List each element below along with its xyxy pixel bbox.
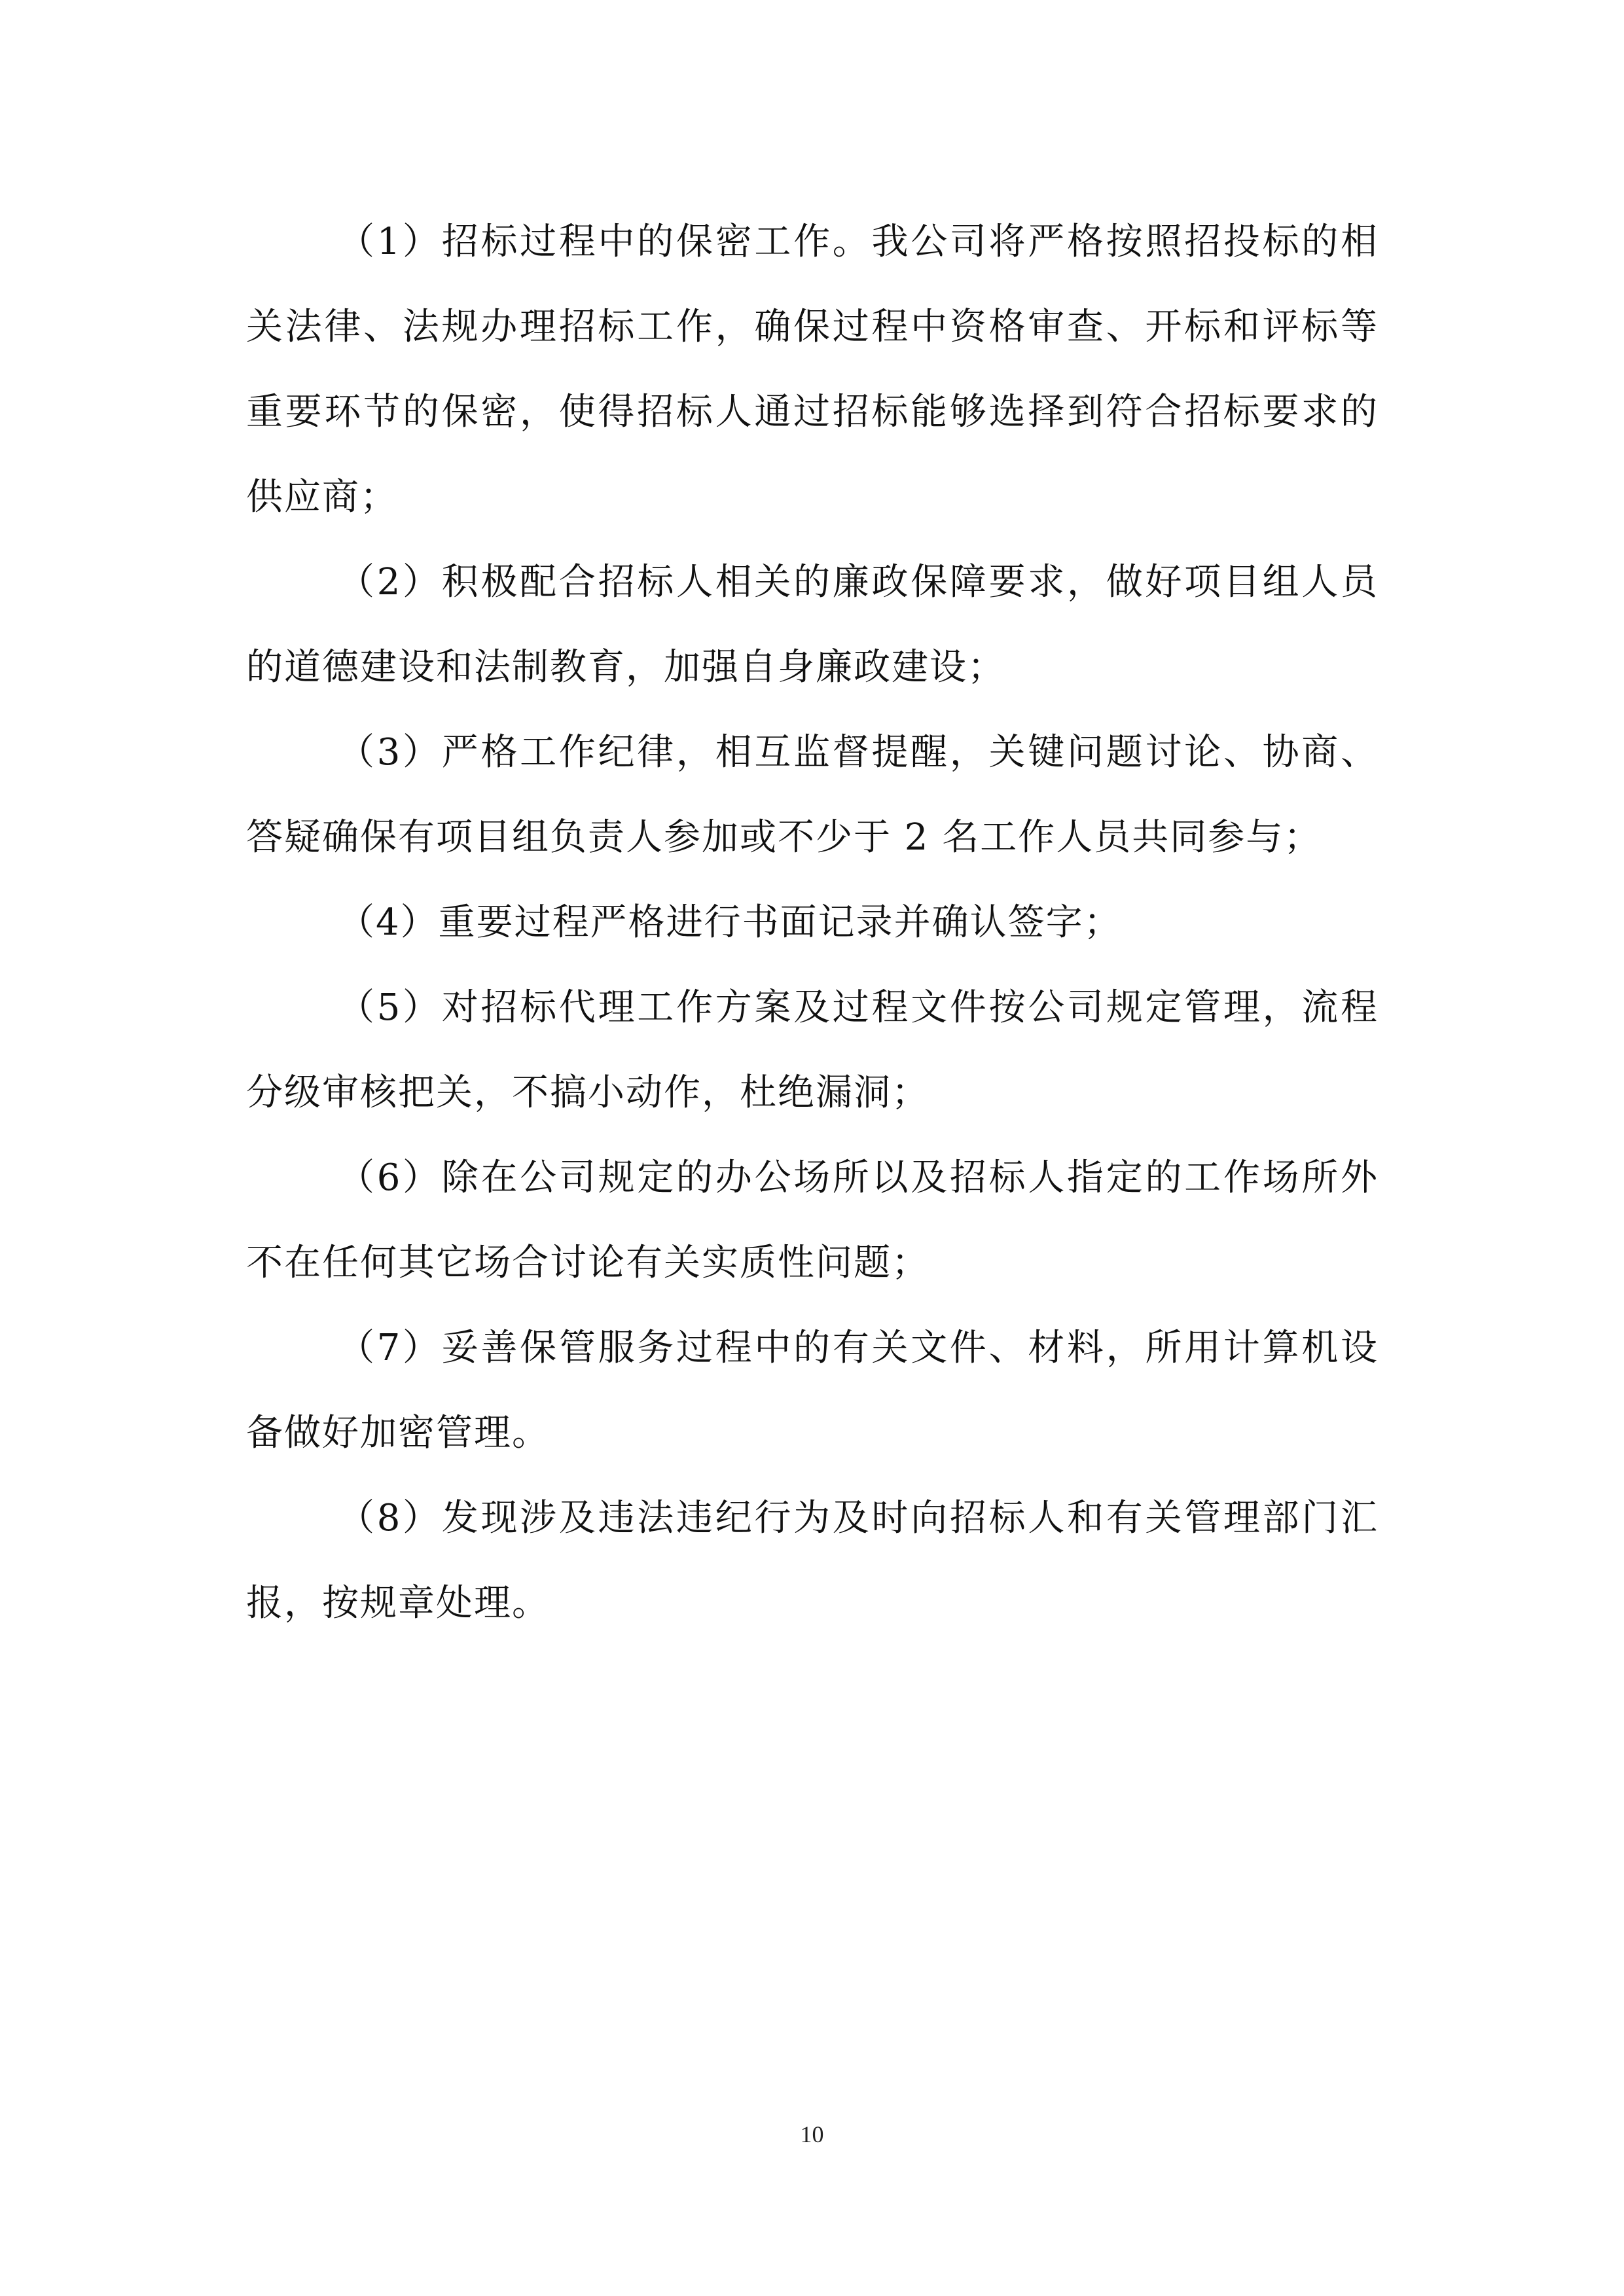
paragraph-5: （5）对招标代理工作方案及过程文件按公司规定管理，流程分级审核把关，不搞小动作，杜绝漏洞；: [246, 986, 1379, 1114]
paragraph-4: （4）重要过程严格进行书面记录并确认签字；: [338, 901, 1122, 944]
paragraph-3: （3）严格工作纪律，相互监督提醒，关键问题讨论、协商、答疑确保有项目组负责人参加或不少于 2 名工作人员共同参与；: [246, 731, 1379, 859]
paragraph-1: （1）招标过程中的保密工作。我公司将严格按照招投标的相关法律、法规办理招标工作，确保过程中资格审查、开标和评标等重要环节的保密，使得招标人通过招标能够选择到符合招标要求的供应商；: [246, 221, 1379, 518]
page-number: 10: [800, 2121, 824, 2147]
paragraph-6: （6）除在公司规定的办公场所以及招标人指定的工作场所外不在任何其它场合讨论有关实质性问题；: [246, 1157, 1379, 1284]
paragraph-8: （8）发现涉及违法违纪行为及时向招标人和有关管理部门汇报，按规章处理。: [246, 1497, 1379, 1624]
paragraph-7: （7）妥善保管服务过程中的有关文件、材料，所用计算机设备做好加密管理。: [246, 1327, 1379, 1454]
document-body: [246, 200, 1379, 1646]
paragraph-2: （2）积极配合招标人相关的廉政保障要求，做好项目组人员的道德建设和法制教育，加强自身廉政建设；: [246, 561, 1379, 689]
